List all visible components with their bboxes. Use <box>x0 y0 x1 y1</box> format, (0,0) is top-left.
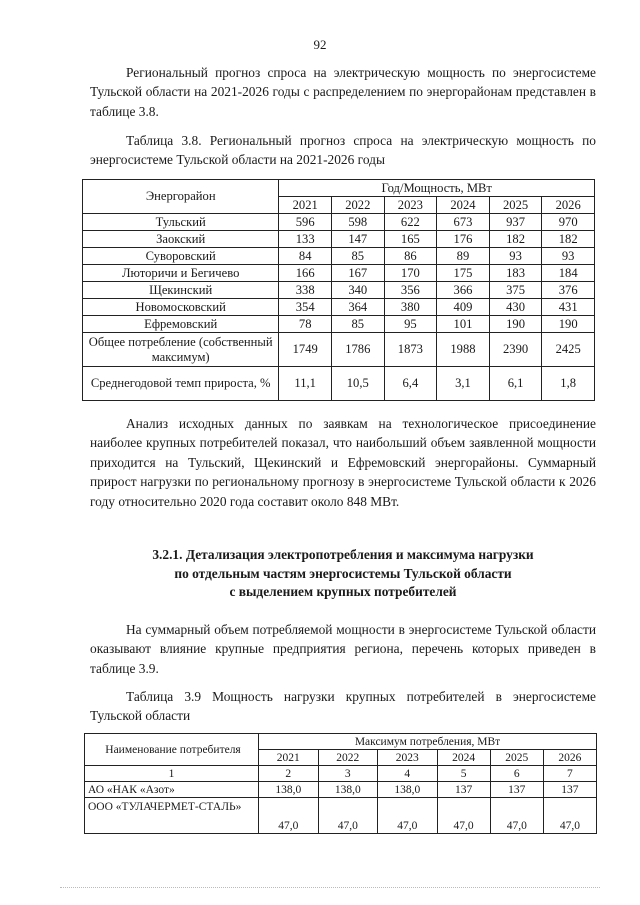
value-cell: 166 <box>279 265 332 282</box>
table-3-8 <box>82 179 595 401</box>
value-cell: 183 <box>489 265 542 282</box>
value-cell: 2390 <box>489 333 542 367</box>
region-name: Щекинский <box>83 282 279 299</box>
year-header: 2025 <box>489 197 542 214</box>
consumer-name: АО «НАК «Азот» <box>85 782 259 798</box>
table-row <box>83 231 595 248</box>
value-cell: 78 <box>279 316 332 333</box>
table-3-9 <box>84 733 597 834</box>
value-cell: 95 <box>384 316 437 333</box>
region-name: Тульский <box>83 214 279 231</box>
year-header: 2026 <box>543 750 596 766</box>
year-header: 2024 <box>437 197 490 214</box>
value-cell: 182 <box>542 231 595 248</box>
value-cell: 366 <box>437 282 490 299</box>
value-cell: 47,0 <box>378 798 438 834</box>
value-cell: 937 <box>489 214 542 231</box>
year-header: 2021 <box>259 750 319 766</box>
year-header: 2025 <box>490 750 543 766</box>
value-cell: 2425 <box>542 333 595 367</box>
value-cell: 1873 <box>384 333 437 367</box>
year-header: 2024 <box>437 750 490 766</box>
value-cell: 1749 <box>279 333 332 367</box>
value-cell: 184 <box>542 265 595 282</box>
growth-label: Среднегодовой темп прироста, % <box>83 367 279 401</box>
value-cell: 147 <box>331 231 384 248</box>
value-cell: 138,0 <box>318 782 378 798</box>
value-cell: 47,0 <box>318 798 378 834</box>
column-number: 7 <box>543 766 596 782</box>
value-cell: 190 <box>542 316 595 333</box>
analysis-paragraph: Анализ исходных данных по заявкам на технологическое присоединение наиболее крупных потребителей показал, что наибольший объем заявленной мощности приходится на Тульский, Щекинский и Ефремовский энергорайоны. Суммарный прирост нагрузки по региональному прогнозу в энергосистеме Тульской области к 2026 году относительно 2020 года составит около 848 МВт. <box>90 416 596 509</box>
value-cell: 375 <box>489 282 542 299</box>
value-cell: 6,1 <box>489 367 542 401</box>
value-cell: 47,0 <box>437 798 490 834</box>
table-row <box>83 299 595 316</box>
value-cell: 1786 <box>331 333 384 367</box>
region-name: Суворовский <box>83 248 279 265</box>
total-row <box>83 333 595 367</box>
region-name: Новомосковский <box>83 299 279 316</box>
value-cell: 137 <box>543 782 596 798</box>
value-cell: 622 <box>384 214 437 231</box>
value-cell: 6,4 <box>384 367 437 401</box>
table-row <box>83 248 595 265</box>
value-cell: 165 <box>384 231 437 248</box>
value-cell: 376 <box>542 282 595 299</box>
value-cell: 85 <box>331 316 384 333</box>
table-row <box>85 782 597 798</box>
value-cell: 596 <box>279 214 332 231</box>
value-cell: 11,1 <box>279 367 332 401</box>
page-number: 92 <box>313 37 327 52</box>
value-cell: 93 <box>542 248 595 265</box>
influence-paragraph: На суммарный объем потребляемой мощности в энергосистеме Тульской области оказывают влияние крупные предприятия региона, перечень которых приведен в таблице 3.9. <box>90 622 596 676</box>
section-heading-line: 3.2.1. Детализация электропотребления и максимума нагрузки <box>152 547 534 562</box>
header-max-consumption: Максимум потребления, МВт <box>259 734 597 750</box>
table-row <box>83 282 595 299</box>
section-heading-line: с выделением крупных потребителей <box>229 584 457 599</box>
value-cell: 47,0 <box>490 798 543 834</box>
consumer-name: ООО «ТУЛАЧЕРМЕТ-СТАЛЬ» <box>85 798 259 834</box>
intro-paragraph: Региональный прогноз спроса на электрическую мощность по энергосистеме Тульской области на 2021-2026 годы с распределением по энергорайонам представлен в таблице 3.8. <box>90 65 596 119</box>
value-cell: 101 <box>437 316 490 333</box>
value-cell: 93 <box>489 248 542 265</box>
section-heading-line: по отдельным частям энергосистемы Тульской области <box>174 565 512 581</box>
value-cell: 138,0 <box>378 782 438 798</box>
year-header: 2023 <box>384 197 437 214</box>
value-cell: 167 <box>331 265 384 282</box>
region-name: Ефремовский <box>83 316 279 333</box>
header-consumer-name: Наименование потребителя <box>85 734 259 766</box>
table-row <box>83 214 595 231</box>
year-header: 2021 <box>279 197 332 214</box>
value-cell: 338 <box>279 282 332 299</box>
value-cell: 673 <box>437 214 490 231</box>
value-cell: 190 <box>489 316 542 333</box>
value-cell: 47,0 <box>259 798 319 834</box>
value-cell: 137 <box>437 782 490 798</box>
column-number: 3 <box>318 766 378 782</box>
region-name: Заокский <box>83 231 279 248</box>
value-cell: 431 <box>542 299 595 316</box>
table-row <box>83 316 595 333</box>
numbering-row <box>85 766 597 782</box>
value-cell: 3,1 <box>437 367 490 401</box>
value-cell: 85 <box>331 248 384 265</box>
column-number: 5 <box>437 766 490 782</box>
column-number: 1 <box>85 766 259 782</box>
growth-row <box>83 367 595 401</box>
value-cell: 138,0 <box>259 782 319 798</box>
year-header: 2023 <box>378 750 438 766</box>
column-number: 6 <box>490 766 543 782</box>
value-cell: 364 <box>331 299 384 316</box>
value-cell: 182 <box>489 231 542 248</box>
header-region: Энергорайон <box>83 180 279 214</box>
value-cell: 176 <box>437 231 490 248</box>
total-label: Общее потребление (собственный максимум) <box>83 333 279 367</box>
value-cell: 175 <box>437 265 490 282</box>
region-name: Люторичи и Бегичево <box>83 265 279 282</box>
value-cell: 970 <box>542 214 595 231</box>
value-cell: 133 <box>279 231 332 248</box>
value-cell: 10,5 <box>331 367 384 401</box>
table-3-8-caption: Таблица 3.8. Региональный прогноз спроса на электрическую мощность по энергосистеме Тульской области на 2021-2026 годы <box>90 133 596 167</box>
value-cell: 1988 <box>437 333 490 367</box>
value-cell: 137 <box>490 782 543 798</box>
value-cell: 409 <box>437 299 490 316</box>
year-header: 2022 <box>318 750 378 766</box>
scan-artifact-line <box>60 887 600 889</box>
value-cell: 84 <box>279 248 332 265</box>
value-cell: 356 <box>384 282 437 299</box>
value-cell: 47,0 <box>543 798 596 834</box>
value-cell: 1,8 <box>542 367 595 401</box>
value-cell: 170 <box>384 265 437 282</box>
table-row <box>85 798 597 834</box>
year-header: 2026 <box>542 197 595 214</box>
value-cell: 598 <box>331 214 384 231</box>
value-cell: 380 <box>384 299 437 316</box>
value-cell: 340 <box>331 282 384 299</box>
value-cell: 86 <box>384 248 437 265</box>
year-header: 2022 <box>331 197 384 214</box>
table-3-9-caption: Таблица 3.9 Мощность нагрузки крупных потребителей в энергосистеме Тульской области <box>90 689 596 723</box>
value-cell: 430 <box>489 299 542 316</box>
header-year-power: Год/Мощность, МВт <box>279 180 595 197</box>
column-number: 2 <box>259 766 319 782</box>
column-number: 4 <box>378 766 438 782</box>
value-cell: 89 <box>437 248 490 265</box>
table-row <box>83 265 595 282</box>
value-cell: 354 <box>279 299 332 316</box>
section-heading <box>90 546 596 602</box>
